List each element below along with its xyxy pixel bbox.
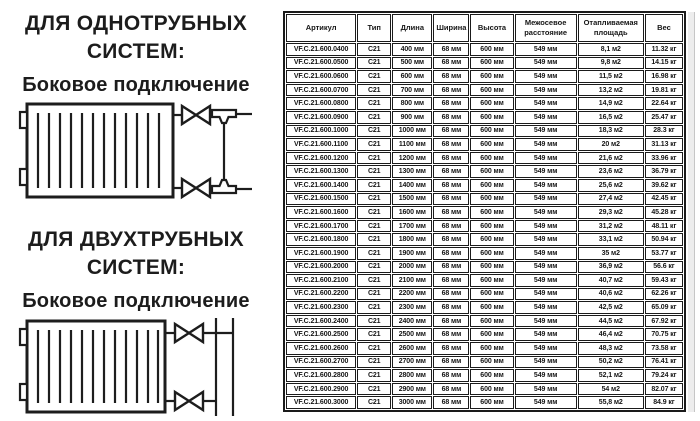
table-header xyxy=(286,14,683,42)
table-cell: 44,5 м2 xyxy=(578,315,644,328)
table-cell: 600 мм xyxy=(470,70,513,83)
table-cell: VF.C.21.600.2200 xyxy=(286,288,356,301)
table-cell: C21 xyxy=(357,165,391,178)
table-cell: 84.9 кг xyxy=(645,396,683,409)
table-cell: 9,8 м2 xyxy=(578,57,644,70)
cropped-edge-strip xyxy=(688,12,695,412)
table-body xyxy=(286,43,683,409)
table-cell: VF.C.21.600.0700 xyxy=(286,84,356,97)
section-single-pipe xyxy=(0,10,272,201)
table-cell: 900 мм xyxy=(392,111,432,124)
valve-icon xyxy=(182,179,210,197)
table-cell: 600 мм xyxy=(470,247,513,260)
table-cell: VF.C.21.600.0500 xyxy=(286,57,356,70)
table-cell: 68 мм xyxy=(433,70,469,83)
table-cell: VF.C.21.600.1000 xyxy=(286,125,356,138)
table-cell: C21 xyxy=(357,369,391,382)
table-cell: 68 мм xyxy=(433,125,469,138)
table-cell: 2700 мм xyxy=(392,356,432,369)
section-heading-line1: ДЛЯ ДВУХТРУБНЫХ xyxy=(28,228,244,251)
table-cell: 1700 мм xyxy=(392,220,432,233)
header-row xyxy=(286,14,683,42)
table-cell: 600 мм xyxy=(470,396,513,409)
table-cell: 68 мм xyxy=(433,165,469,178)
table-cell: 68 мм xyxy=(433,247,469,260)
table-cell: 36,9 м2 xyxy=(578,261,644,274)
table-cell: 600 мм xyxy=(470,57,513,70)
table-cell: 31.13 кг xyxy=(645,138,683,151)
table-cell: 600 мм xyxy=(470,84,513,97)
table-cell: 2600 мм xyxy=(392,342,432,355)
table-cell: 68 мм xyxy=(433,261,469,274)
table-cell: 549 мм xyxy=(515,274,577,287)
table-cell: 600 мм xyxy=(470,315,513,328)
table-cell: C21 xyxy=(357,301,391,314)
table-cell: 50.94 кг xyxy=(645,233,683,246)
table-cell: 68 мм xyxy=(433,193,469,206)
table-cell: 79.24 кг xyxy=(645,369,683,382)
table-cell: VF.C.21.600.1100 xyxy=(286,138,356,151)
table-cell: 18,3 м2 xyxy=(578,125,644,138)
table-cell: 2300 мм xyxy=(392,301,432,314)
table-cell: 600 мм xyxy=(470,356,513,369)
radiator-body xyxy=(27,321,165,412)
table-cell: 16,5 м2 xyxy=(578,111,644,124)
table-row xyxy=(286,396,683,409)
table-row xyxy=(286,356,683,369)
table-cell: 600 мм xyxy=(470,369,513,382)
table-cell: C21 xyxy=(357,57,391,70)
table-row xyxy=(286,125,683,138)
table-cell: 549 мм xyxy=(515,261,577,274)
table-cell: 56.6 кг xyxy=(645,261,683,274)
table-cell: 800 мм xyxy=(392,97,432,110)
table-cell: 68 мм xyxy=(433,152,469,165)
table-cell: 40,7 м2 xyxy=(578,274,644,287)
table-cell: 549 мм xyxy=(515,206,577,219)
table-cell: 600 мм xyxy=(470,165,513,178)
radiator-fins xyxy=(38,113,159,188)
table-cell: 73.58 кг xyxy=(645,342,683,355)
table-cell: 70.75 кг xyxy=(645,328,683,341)
table-cell: 19.81 кг xyxy=(645,84,683,97)
table-cell: 25.47 кг xyxy=(645,111,683,124)
table-row xyxy=(286,315,683,328)
table-cell: 549 мм xyxy=(515,383,577,396)
table-cell: 39.62 кг xyxy=(645,179,683,192)
table-cell: C21 xyxy=(357,233,391,246)
table-cell: 3000 мм xyxy=(392,396,432,409)
table-cell: 2500 мм xyxy=(392,328,432,341)
table-cell: 549 мм xyxy=(515,179,577,192)
table-cell: VF.C.21.600.2000 xyxy=(286,261,356,274)
table-cell: 600 мм xyxy=(470,328,513,341)
valve-icon xyxy=(175,392,203,410)
table-cell: C21 xyxy=(357,328,391,341)
valve-icon xyxy=(182,106,210,124)
table-cell: 500 мм xyxy=(392,57,432,70)
table-cell: C21 xyxy=(357,315,391,328)
table-cell: VF.C.21.600.3000 xyxy=(286,396,356,409)
mounting-tab-icon xyxy=(20,112,27,128)
table-cell: 25,6 м2 xyxy=(578,179,644,192)
table-cell: 1000 мм xyxy=(392,125,432,138)
table-cell: C21 xyxy=(357,288,391,301)
table-cell: 549 мм xyxy=(515,193,577,206)
table-cell: 600 мм xyxy=(470,152,513,165)
table-cell: 1300 мм xyxy=(392,165,432,178)
table-cell: 68 мм xyxy=(433,84,469,97)
table-cell: 600 мм xyxy=(392,70,432,83)
table-cell: VF.C.21.600.2800 xyxy=(286,369,356,382)
table-cell: 549 мм xyxy=(515,369,577,382)
table-row xyxy=(286,97,683,110)
table-row xyxy=(286,274,683,287)
table-cell: 68 мм xyxy=(433,179,469,192)
table-cell: 600 мм xyxy=(470,125,513,138)
table-row xyxy=(286,383,683,396)
table-cell: C21 xyxy=(357,274,391,287)
table-row xyxy=(286,369,683,382)
table-cell: 549 мм xyxy=(515,57,577,70)
union-fitting-icon xyxy=(212,110,236,123)
single-pipe-diagram xyxy=(18,101,272,201)
table-cell: 13,2 м2 xyxy=(578,84,644,97)
table-cell: 549 мм xyxy=(515,43,577,56)
table-cell: C21 xyxy=(357,43,391,56)
table-cell: 42.45 кг xyxy=(645,193,683,206)
two-pipe-diagram xyxy=(18,317,272,417)
table-cell: 52,1 м2 xyxy=(578,369,644,382)
table-cell: 68 мм xyxy=(433,43,469,56)
table-cell: 600 мм xyxy=(470,274,513,287)
table-cell: 48,3 м2 xyxy=(578,342,644,355)
table-cell: 2000 мм xyxy=(392,261,432,274)
table-cell: 1400 мм xyxy=(392,179,432,192)
mounting-tab-icon xyxy=(20,169,27,185)
table-cell: 68 мм xyxy=(433,233,469,246)
table-cell: 600 мм xyxy=(470,288,513,301)
col-header-axle-distance: Межосевое расстояние xyxy=(515,14,577,42)
table-cell: 549 мм xyxy=(515,342,577,355)
table-cell: 600 мм xyxy=(470,220,513,233)
section-subheading: Боковое подключение xyxy=(22,74,250,96)
table-cell: 29,3 м2 xyxy=(578,206,644,219)
table-cell: C21 xyxy=(357,383,391,396)
table-cell: 48.11 кг xyxy=(645,220,683,233)
table-cell: C21 xyxy=(357,111,391,124)
section-two-pipe xyxy=(0,226,272,417)
table-cell: 2800 мм xyxy=(392,369,432,382)
table-cell: C21 xyxy=(357,356,391,369)
col-header-article: Артикул xyxy=(286,14,356,42)
valve-icon xyxy=(175,324,203,342)
table-cell: 549 мм xyxy=(515,220,577,233)
table-cell: 82.07 кг xyxy=(645,383,683,396)
table-cell: 68 мм xyxy=(433,342,469,355)
table-cell: 600 мм xyxy=(470,138,513,151)
table-cell: 22.64 кг xyxy=(645,97,683,110)
table-cell: 549 мм xyxy=(515,328,577,341)
table-cell: 27,4 м2 xyxy=(578,193,644,206)
table-cell: C21 xyxy=(357,84,391,97)
table-cell: 68 мм xyxy=(433,396,469,409)
table-cell: 68 мм xyxy=(433,220,469,233)
table-cell: VF.C.21.600.0400 xyxy=(286,43,356,56)
table-cell: VF.C.21.600.2400 xyxy=(286,315,356,328)
table-cell: 68 мм xyxy=(433,57,469,70)
table-row xyxy=(286,247,683,260)
table-cell: 400 мм xyxy=(392,43,432,56)
table-row xyxy=(286,111,683,124)
table-row xyxy=(286,301,683,314)
table-cell: 50,2 м2 xyxy=(578,356,644,369)
radiator-spec-table xyxy=(283,11,686,412)
table-cell: C21 xyxy=(357,179,391,192)
col-header-weight: Вес xyxy=(645,14,683,42)
table-cell: 549 мм xyxy=(515,233,577,246)
table-cell: 600 мм xyxy=(470,261,513,274)
table-cell: 46,4 м2 xyxy=(578,328,644,341)
table-cell: 45.28 кг xyxy=(645,206,683,219)
table-cell: 59.43 кг xyxy=(645,274,683,287)
table-cell: 600 мм xyxy=(470,43,513,56)
table-cell: 21,6 м2 xyxy=(578,152,644,165)
table-cell: VF.C.21.600.1700 xyxy=(286,220,356,233)
table-cell: 600 мм xyxy=(470,179,513,192)
table-cell: 14.15 кг xyxy=(645,57,683,70)
table-cell: 1600 мм xyxy=(392,206,432,219)
table-cell: 76.41 кг xyxy=(645,356,683,369)
table-row xyxy=(286,288,683,301)
table-cell: 2400 мм xyxy=(392,315,432,328)
table-cell: C21 xyxy=(357,97,391,110)
table-cell: 68 мм xyxy=(433,274,469,287)
table-row xyxy=(286,206,683,219)
mounting-tab-icon xyxy=(20,384,27,400)
table-cell: VF.C.21.600.2600 xyxy=(286,342,356,355)
table-cell: 31,2 м2 xyxy=(578,220,644,233)
table-cell: 68 мм xyxy=(433,111,469,124)
table-cell: 600 мм xyxy=(470,233,513,246)
table-cell: 600 мм xyxy=(470,97,513,110)
table-cell: 2100 мм xyxy=(392,274,432,287)
table-cell: 68 мм xyxy=(433,301,469,314)
union-fitting-icon xyxy=(212,180,236,193)
table-cell: 68 мм xyxy=(433,206,469,219)
table-cell: 62.26 кг xyxy=(645,288,683,301)
table-cell: 1200 мм xyxy=(392,152,432,165)
table-cell: 1800 мм xyxy=(392,233,432,246)
mounting-tab-icon xyxy=(20,329,27,345)
table-cell: VF.C.21.600.1500 xyxy=(286,193,356,206)
table-cell: VF.C.21.600.0800 xyxy=(286,97,356,110)
table-row xyxy=(286,233,683,246)
table-cell: 549 мм xyxy=(515,356,577,369)
table-cell: VF.C.21.600.1600 xyxy=(286,206,356,219)
col-header-height: Высота xyxy=(470,14,513,42)
table-row xyxy=(286,328,683,341)
col-header-width: Ширина xyxy=(433,14,469,42)
table-cell: 55,8 м2 xyxy=(578,396,644,409)
table-cell: VF.C.21.600.2300 xyxy=(286,301,356,314)
table-cell: 600 мм xyxy=(470,111,513,124)
table-row xyxy=(286,70,683,83)
table-cell: 1900 мм xyxy=(392,247,432,260)
table-row xyxy=(286,193,683,206)
table-cell: 65.09 кг xyxy=(645,301,683,314)
table-cell: 549 мм xyxy=(515,165,577,178)
table-cell: VF.C.21.600.1900 xyxy=(286,247,356,260)
table-cell: C21 xyxy=(357,342,391,355)
table-cell: C21 xyxy=(357,138,391,151)
table-cell: 36.79 кг xyxy=(645,165,683,178)
table-cell: 68 мм xyxy=(433,356,469,369)
table-cell: 42,5 м2 xyxy=(578,301,644,314)
section-heading-line2: СИСТЕМ: xyxy=(86,256,186,279)
table-row xyxy=(286,138,683,151)
table-cell: VF.C.21.600.1200 xyxy=(286,152,356,165)
col-header-heated-area: Отапливаемая площадь xyxy=(578,14,644,42)
table-cell: 549 мм xyxy=(515,301,577,314)
table-cell: C21 xyxy=(357,261,391,274)
table-cell: 33.96 кг xyxy=(645,152,683,165)
table-cell: 67.92 кг xyxy=(645,315,683,328)
table-row xyxy=(286,43,683,56)
table-cell: 1100 мм xyxy=(392,138,432,151)
table-cell: C21 xyxy=(357,152,391,165)
table-cell: VF.C.21.600.1800 xyxy=(286,233,356,246)
table-cell: 600 мм xyxy=(470,383,513,396)
table-cell: VF.C.21.600.0600 xyxy=(286,70,356,83)
table-cell: 549 мм xyxy=(515,315,577,328)
table-cell: C21 xyxy=(357,125,391,138)
table-row xyxy=(286,179,683,192)
radiator-fins xyxy=(38,330,158,403)
table-cell: 68 мм xyxy=(433,97,469,110)
section-heading-line2: СИСТЕМ: xyxy=(86,40,186,63)
table-cell: 549 мм xyxy=(515,152,577,165)
table-cell: 23,6 м2 xyxy=(578,165,644,178)
table-cell: 549 мм xyxy=(515,70,577,83)
table-cell: 33,1 м2 xyxy=(578,233,644,246)
table-cell: 2200 мм xyxy=(392,288,432,301)
table-cell: C21 xyxy=(357,193,391,206)
table-cell: VF.C.21.600.1300 xyxy=(286,165,356,178)
table-cell: VF.C.21.600.2100 xyxy=(286,274,356,287)
table-cell: 68 мм xyxy=(433,328,469,341)
table-cell: 549 мм xyxy=(515,111,577,124)
table-cell: 53.77 кг xyxy=(645,247,683,260)
left-panel xyxy=(0,0,272,421)
table-cell: 600 мм xyxy=(470,342,513,355)
table-cell: 549 мм xyxy=(515,138,577,151)
table-cell: 35 м2 xyxy=(578,247,644,260)
table-row xyxy=(286,165,683,178)
table-cell: 11.32 кг xyxy=(645,43,683,56)
table-cell: 549 мм xyxy=(515,84,577,97)
table-row xyxy=(286,261,683,274)
table-cell: 600 мм xyxy=(470,193,513,206)
table-cell: 28.3 кг xyxy=(645,125,683,138)
table-cell: VF.C.21.600.0900 xyxy=(286,111,356,124)
table-cell: VF.C.21.600.2700 xyxy=(286,356,356,369)
col-header-length: Длина xyxy=(392,14,432,42)
table-row xyxy=(286,57,683,70)
table-cell: C21 xyxy=(357,247,391,260)
table-cell: VF.C.21.600.1400 xyxy=(286,179,356,192)
table-row xyxy=(286,84,683,97)
table-cell: 68 мм xyxy=(433,315,469,328)
table-row xyxy=(286,220,683,233)
section-subheading: Боковое подключение xyxy=(22,290,250,312)
table-cell: C21 xyxy=(357,70,391,83)
table-cell: 20 м2 xyxy=(578,138,644,151)
table-row xyxy=(286,152,683,165)
table-row xyxy=(286,342,683,355)
table-cell: 68 мм xyxy=(433,383,469,396)
table-cell: 549 мм xyxy=(515,288,577,301)
table-cell: 68 мм xyxy=(433,138,469,151)
table-cell: 14,9 м2 xyxy=(578,97,644,110)
table-cell: 2900 мм xyxy=(392,383,432,396)
table-cell: 700 мм xyxy=(392,84,432,97)
table-cell: 54 м2 xyxy=(578,383,644,396)
table-cell: 68 мм xyxy=(433,369,469,382)
table-cell: VF.C.21.600.2500 xyxy=(286,328,356,341)
table-cell: 549 мм xyxy=(515,97,577,110)
table-cell: 549 мм xyxy=(515,125,577,138)
table-cell: 68 мм xyxy=(433,288,469,301)
table-cell: 600 мм xyxy=(470,206,513,219)
table-cell: 549 мм xyxy=(515,396,577,409)
table-cell: 1500 мм xyxy=(392,193,432,206)
table-cell: VF.C.21.600.2900 xyxy=(286,383,356,396)
table-cell: 40,6 м2 xyxy=(578,288,644,301)
table-cell: C21 xyxy=(357,396,391,409)
table-cell: C21 xyxy=(357,220,391,233)
table-cell: 549 мм xyxy=(515,247,577,260)
col-header-type: Тип xyxy=(357,14,391,42)
table-cell: 600 мм xyxy=(470,301,513,314)
section-heading-line1: ДЛЯ ОДНОТРУБНЫХ xyxy=(24,12,248,35)
table-cell: 11,5 м2 xyxy=(578,70,644,83)
table-cell: 16.98 кг xyxy=(645,70,683,83)
table-cell: 8,1 м2 xyxy=(578,43,644,56)
table-cell: C21 xyxy=(357,206,391,219)
